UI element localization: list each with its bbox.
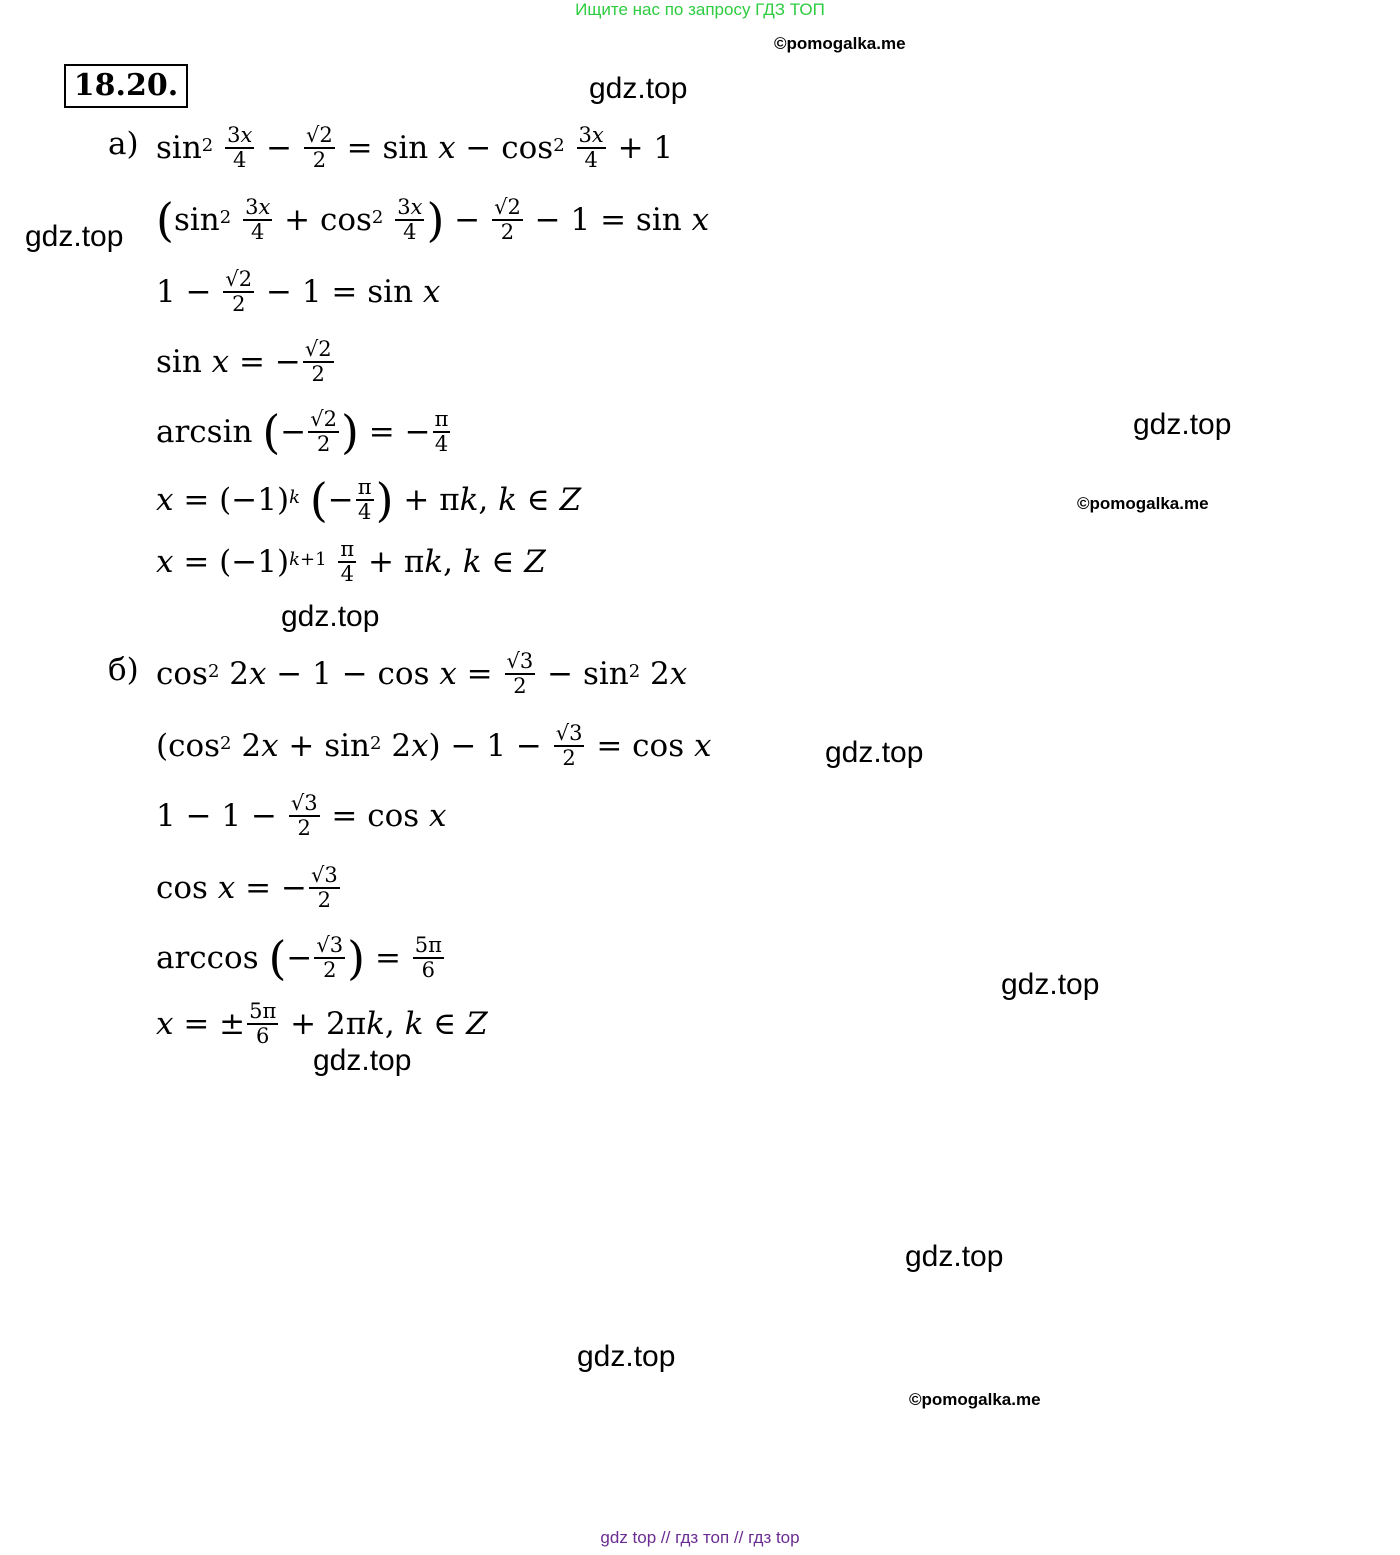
watermark-5: gdz.top — [825, 736, 924, 769]
search-banner: Ищите нас по запросу ГДЗ ТОП — [575, 0, 825, 19]
watermark-7: gdz.top — [313, 1044, 412, 1077]
part-b-label: б) — [108, 652, 139, 688]
watermark-6: gdz.top — [1001, 968, 1100, 1001]
watermark-9: gdz.top — [577, 1340, 676, 1373]
footer-links[interactable]: gdz top // гдз топ // гдз top — [600, 1528, 800, 1547]
copyright-top: ©pomogalka.me — [774, 34, 906, 53]
equation-a-5: arcsin ( − $\frac{√2}{2}$ ) = − $\frac{\pi}{4}$ — [156, 405, 449, 459]
equation-b-1: cos $^2$ 2 x − 1 − cos x = $\frac{√3}{2}$ − sin $^2$ 2 x — [156, 649, 688, 698]
copyright-middle: ©pomogalka.me — [1077, 494, 1209, 513]
watermark-3: gdz.top — [1133, 408, 1232, 441]
equation-b-4: cos x = − $\frac{√3}{2}$ — [156, 863, 338, 912]
watermark-2: gdz.top — [25, 220, 124, 253]
equation-b-5: arccos ( − $\frac{√3}{2}$ ) = $\frac{5\pi}{6}$ — [156, 931, 442, 985]
watermark-8: gdz.top — [905, 1240, 1004, 1273]
copyright-bottom: ©pomogalka.me — [909, 1390, 1041, 1409]
equation-a-4: sin x = − $\frac{√2}{2}$ — [156, 337, 332, 386]
watermark-1: gdz.top — [589, 72, 688, 105]
equation-a-2: ( sin $^2$ $\frac{3x}{4}$ + cos $^2$ $\frac{3x}{4}$ ) − $\frac{√2}{2}$ − 1 = sin x — [156, 193, 710, 247]
watermark-4: gdz.top — [281, 600, 380, 633]
equation-a-1: sin $^2$ $\frac{3x}{4}$ − $\frac{√2}{2}$ = sin x − cos $^2$ $\frac{3x}{4}$ + 1 — [156, 123, 674, 172]
equation-a-6: x = (−1) $^k$ ( − $\frac{\pi}{4}$ ) + π k , k ∈ Z — [156, 473, 582, 527]
equation-a-7: x = (−1) $^{k +1}$ $\frac{\pi}{4}$ + π k , k ∈ Z — [156, 537, 546, 586]
equation-b-2: (cos $^2$ 2 x + sin $^2$ 2 x ) − 1 − $\frac{√3}{2}$ = cos x — [156, 721, 712, 770]
equation-b-3: 1 − 1 − $\frac{√3}{2}$ = cos x — [156, 791, 447, 840]
part-a-label: а) — [108, 126, 139, 162]
equation-b-6: x = ± $\frac{5\pi}{6}$ + 2π k , k ∈ Z — [156, 999, 488, 1048]
problem-number: 18.20. — [64, 64, 188, 108]
equation-a-3: 1 − $\frac{√2}{2}$ − 1 = sin x — [156, 267, 441, 316]
